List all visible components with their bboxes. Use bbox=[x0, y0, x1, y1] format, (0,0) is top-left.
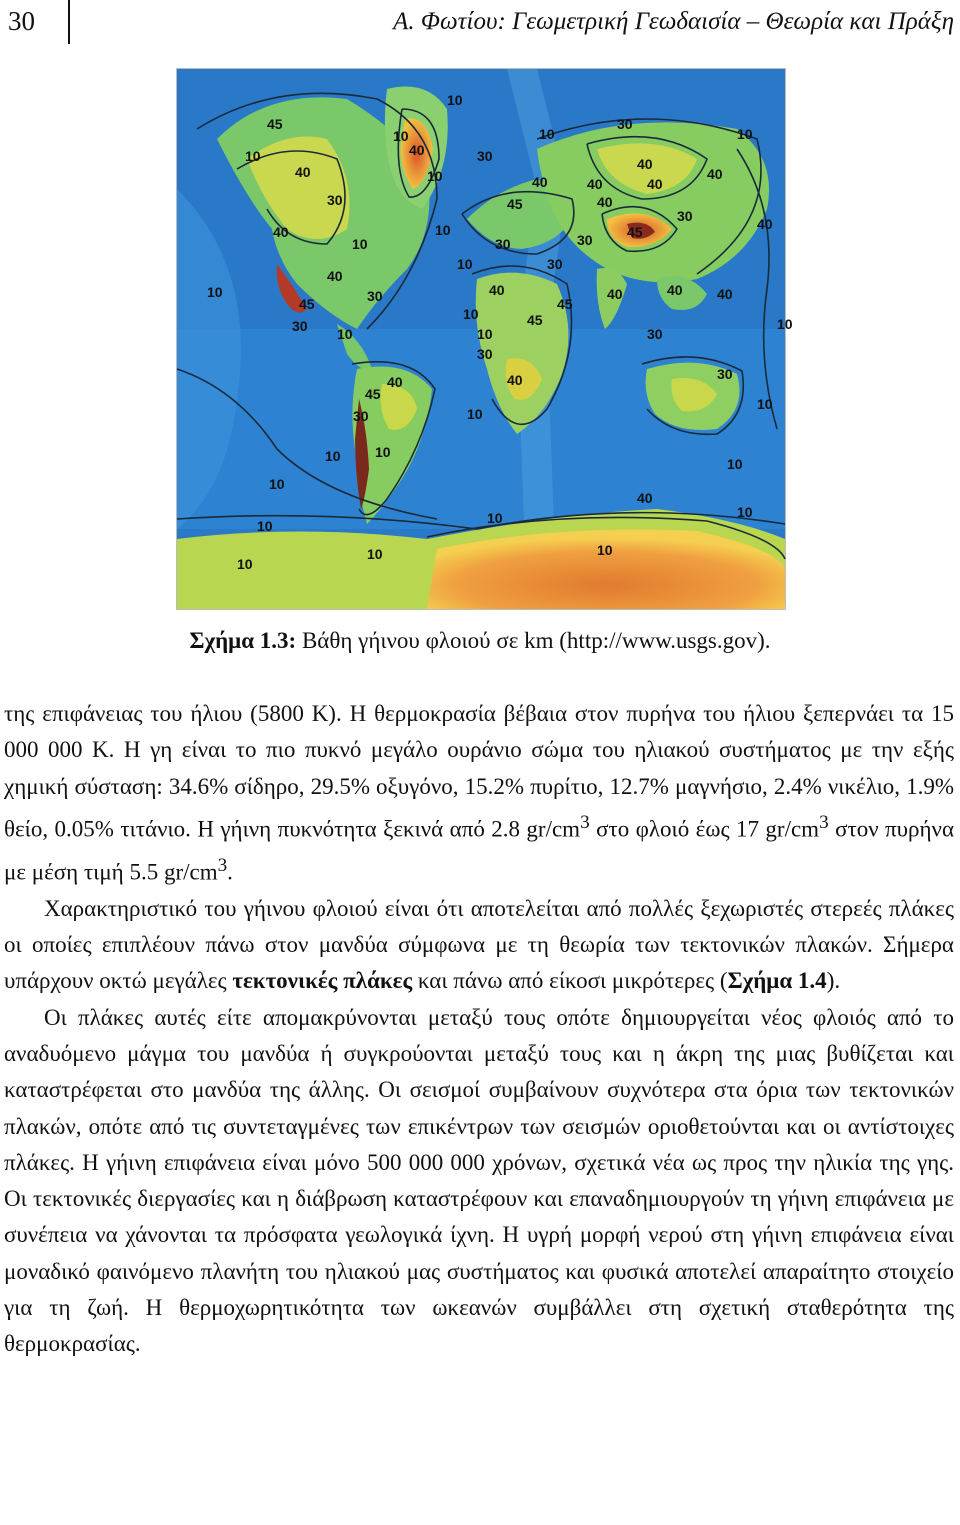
contour-label: 10 bbox=[269, 476, 285, 492]
contour-label: 40 bbox=[667, 282, 683, 298]
contour-label: 45 bbox=[365, 386, 381, 402]
contour-label: 10 bbox=[393, 128, 409, 144]
paragraph bbox=[4, 891, 954, 1000]
figure-caption bbox=[0, 628, 960, 654]
contour-label: 10 bbox=[539, 126, 555, 142]
contour-label: 10 bbox=[237, 556, 253, 572]
contour-label: 10 bbox=[325, 448, 341, 464]
contour-label: 10 bbox=[457, 256, 473, 272]
contour-label: 40 bbox=[637, 490, 653, 506]
contour-label: 40 bbox=[532, 174, 548, 190]
contour-label: 10 bbox=[375, 444, 391, 460]
contour-label: 30 bbox=[353, 408, 369, 424]
contour-label: 40 bbox=[489, 282, 505, 298]
paragraph-text: . bbox=[227, 859, 233, 885]
contour-label: 40 bbox=[507, 372, 523, 388]
contour-label: 10 bbox=[487, 510, 503, 526]
contour-label: 10 bbox=[597, 542, 613, 558]
contour-label: 45 bbox=[557, 296, 573, 312]
paragraph-text: και πάνω από είκοσι μικρότερες ( bbox=[412, 968, 728, 994]
contour-label: 10 bbox=[257, 518, 273, 534]
paragraph-text: της επιφάνειας του ήλιου (5800 K). Η θερμοκρασία βέβαια στον πυρήνα του ήλιου ξεπερνάει τα 15 000 000 K. Η γη είναι το πιο πυκνό μεγάλο ουράνιο σώμα του ηλιακού συστήματος με την εξής χημική σύσταση: 34.6% σίδηρο, 29.5% οξυγόνο, 15.2% πυρίτιο, 12.7% μαγνήσιο, 2.4% νικέλιο, 1.9% θείο, 0.05% τιτάνιο. Η γήινη πυκνότητα ξεκινά από 2.8 gr/cm bbox=[4, 701, 954, 842]
contour-label: 30 bbox=[477, 346, 493, 362]
contour-label: 10 bbox=[337, 326, 353, 342]
contour-label: 40 bbox=[409, 142, 425, 158]
contour-label: 10 bbox=[427, 168, 443, 184]
contour-label: 40 bbox=[717, 286, 733, 302]
contour-label: 30 bbox=[647, 326, 663, 342]
paragraph-text: ). bbox=[826, 968, 841, 994]
contour-label: 40 bbox=[637, 156, 653, 172]
contour-label: 45 bbox=[299, 296, 315, 312]
contour-label: 10 bbox=[757, 396, 773, 412]
bold-term: τεκτονικές πλάκες bbox=[232, 968, 413, 994]
contour-label: 10 bbox=[207, 284, 223, 300]
contour-label: 10 bbox=[727, 456, 743, 472]
contour-label: 30 bbox=[292, 318, 308, 334]
paragraph-text: στον πυρήνα με μέση τιμή 5.5 gr/cm bbox=[4, 816, 954, 885]
contour-label: 30 bbox=[477, 148, 493, 164]
contour-label: 40 bbox=[327, 268, 343, 284]
contour-label: 30 bbox=[327, 192, 343, 208]
contour-label: 45 bbox=[527, 312, 543, 328]
page-header bbox=[0, 0, 960, 44]
contour-label: 40 bbox=[273, 224, 289, 240]
contour-label: 30 bbox=[677, 208, 693, 224]
contour-label: 40 bbox=[387, 374, 403, 390]
contour-label: 45 bbox=[267, 116, 283, 132]
contour-label: 10 bbox=[477, 326, 493, 342]
contour-label: 45 bbox=[507, 196, 523, 212]
figure-caption-text: Βάθη γήινου φλοιού σε km (http://www.usgs.gov). bbox=[301, 628, 771, 653]
paragraph-text: Χαρακτηριστικό του γήινου φλοιού είναι ότι αποτελείται από πολλές ξεχωριστές στερεές πλάκες οι οποίες επιπλέουν πάνω στον μανδύα σύμφωνα με τη θεωρία των τεκτονικών πλακών. Σήμερα υπάρχουν οκτώ μεγάλες bbox=[4, 895, 954, 994]
contour-label: 10 bbox=[352, 236, 368, 252]
figure-reference: Σχήμα 1.4 bbox=[727, 968, 827, 994]
contour-label: 30 bbox=[617, 116, 633, 132]
contour-label: 40 bbox=[757, 216, 773, 232]
body-text bbox=[4, 696, 954, 1363]
figure-label: Σχήμα 1.3: bbox=[189, 628, 297, 653]
crust-depth-map-figure bbox=[176, 68, 793, 610]
contour-label: 30 bbox=[495, 236, 511, 252]
header-divider bbox=[68, 0, 70, 44]
superscript: 3 bbox=[819, 811, 829, 833]
paragraph: Οι πλάκες αυτές είτε απομακρύνονται μεταξύ τους οπότε δημιουργείται νέος φλοιός από το αναδυόμενο μάγμα του μανδύα ή συγκρούονται μεταξύ τους και η άκρη της μιας βυθίζεται και καταστρέφεται στο μανδύα της άλλης. Οι σεισμοί συμβαίνουν συχνότερα στα όρια των τεκτονικών πλακών, οπότε από τις συντεταγμένες των επικέντρων των σεισμών οριοθετούνται και οι αντίστοιχες πλάκες. Η γήινη επιφάνεια είναι μόνο 500 000 000 χρόνων, σχετικά νέα ως προς την ηλικία της γης. Οι τεκτονικές διεργασίες και η διάβρωση καταστρέφουν και επαναδημιουργούν τη γήινη επιφάνεια με συνέπεια να χάνονται τα πρόσφατα γεωλογικά ίχνη. Η υγρή μορφή νερού στη γήινη επιφάνεια είναι μοναδικό φαινόμενο πλανήτη του ηλιακού μας συστήματος και φυσικά αποτελεί απαραίτητο στοιχείο για τη ζωή. Η θερμοχωρητικότητα των ωκεανών συμβάλλει στη σχετική σταθερότητα της θερμοκρασίας. bbox=[4, 1004, 954, 1357]
contour-label: 10 bbox=[463, 306, 479, 322]
contour-label: 40 bbox=[607, 286, 623, 302]
contour-label: 30 bbox=[577, 232, 593, 248]
contour-label: 40 bbox=[647, 176, 663, 192]
contour-label: 30 bbox=[717, 366, 733, 382]
paragraph-text: στο φλοιό έως 17 gr/cm bbox=[589, 816, 820, 842]
contour-label: 10 bbox=[777, 316, 793, 332]
page-number: 30 bbox=[8, 6, 35, 36]
crust-depth-map bbox=[177, 69, 793, 609]
contour-label: 45 bbox=[627, 224, 643, 240]
contour-label: 10 bbox=[447, 92, 463, 108]
paragraph bbox=[4, 696, 954, 891]
superscript: 3 bbox=[580, 811, 590, 833]
contour-label: 10 bbox=[467, 406, 483, 422]
contour-label: 40 bbox=[707, 166, 723, 182]
contour-label: 10 bbox=[435, 222, 451, 238]
contour-label: 40 bbox=[587, 176, 603, 192]
contour-label: 40 bbox=[597, 194, 613, 210]
contour-label: 30 bbox=[367, 288, 383, 304]
contour-label: 10 bbox=[367, 546, 383, 562]
running-title: Α. Φωτίου: Γεωμετρική Γεωδαισία – Θεωρία και Πράξη bbox=[393, 8, 954, 35]
contour-label: 30 bbox=[547, 256, 563, 272]
contour-label: 10 bbox=[245, 148, 261, 164]
contour-label: 40 bbox=[295, 164, 311, 180]
contour-label: 10 bbox=[737, 504, 753, 520]
superscript: 3 bbox=[217, 854, 228, 876]
contour-label: 10 bbox=[737, 126, 753, 142]
